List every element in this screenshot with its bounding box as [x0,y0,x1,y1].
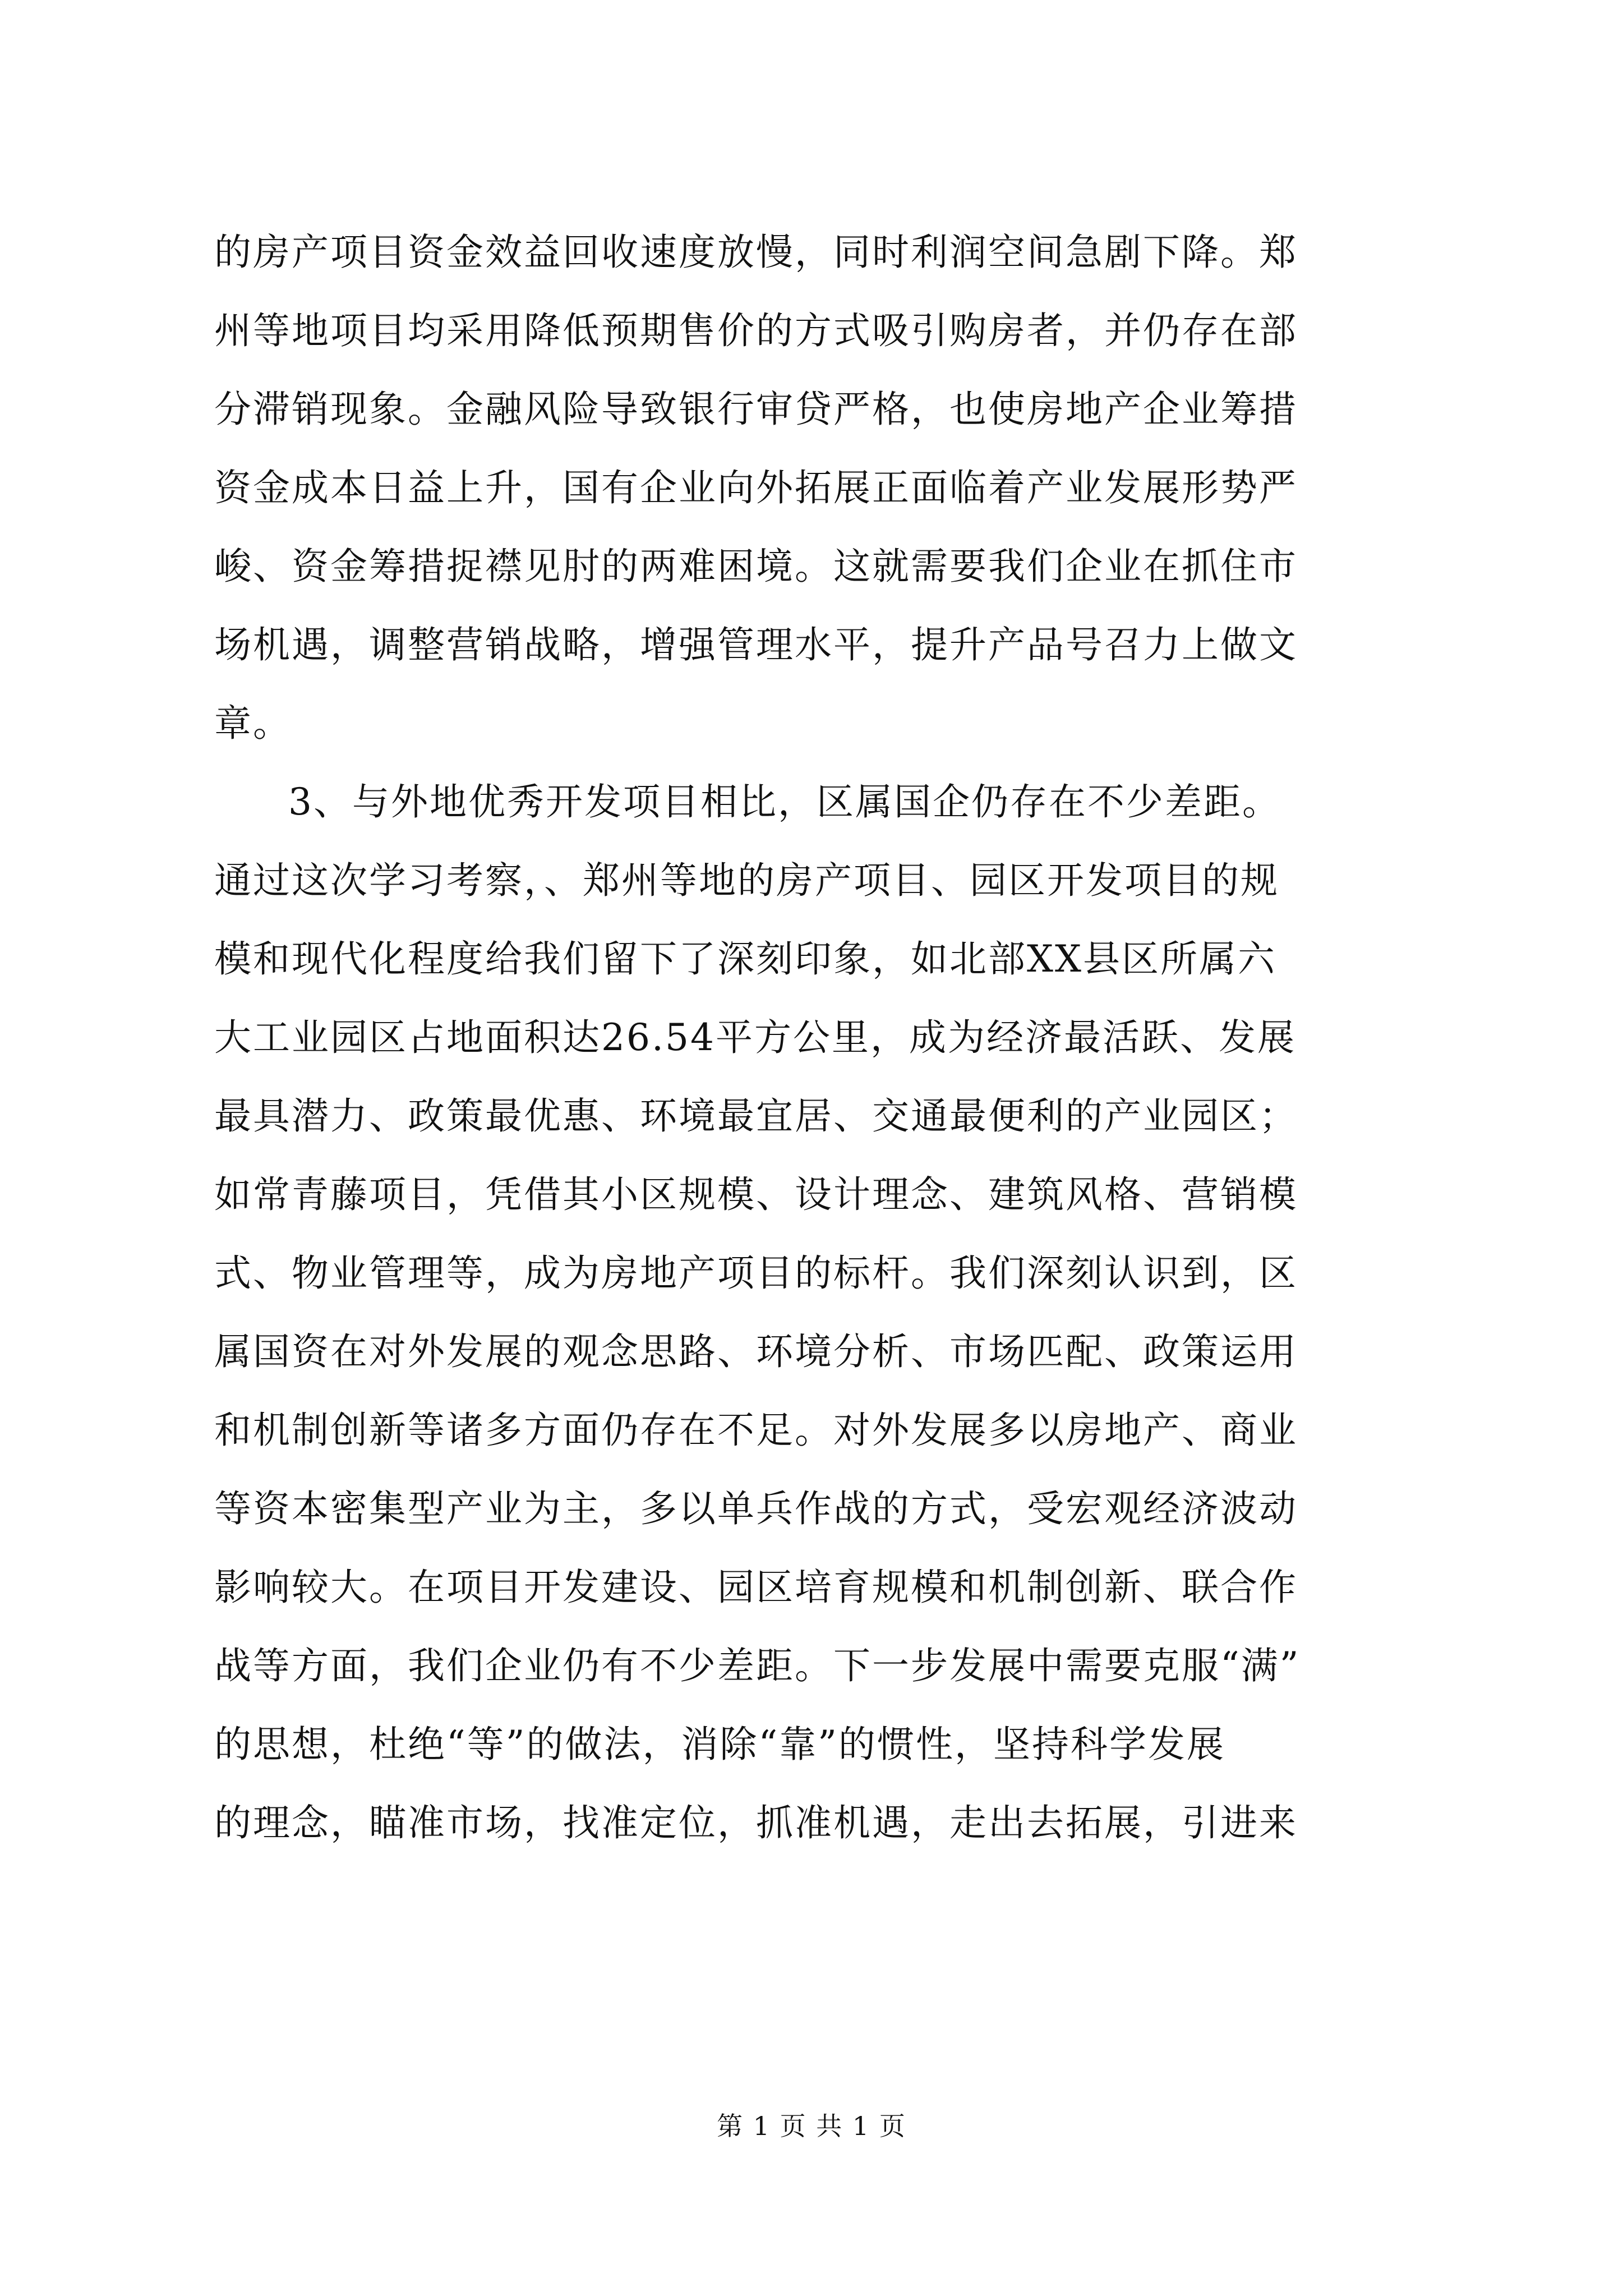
text-line: 等资本密集型产业为主，多以单兵作战的方式，受宏观经济波动 [214,1487,1298,1530]
text-line: 峻、资金筹措捉襟见肘的两难困境。这就需要我们企业在抓住市 [214,545,1298,588]
text-line: 模和现代化程度给我们留下了深刻印象，如北部XX县区所属六 [214,937,1276,981]
text-line: 州等地项目均采用降低预期售价的方式吸引购房者，并仍存在部 [214,309,1298,352]
text-line: 属国资在对外发展的观念思路、环境分析、市场匹配、政策运用 [214,1330,1298,1373]
text-line: 战等方面，我们企业仍有不少差距。下一步发展中需要克服“满” [214,1644,1301,1687]
paragraph-heading-line: 3、与外地优秀开发项目相比，区属国企仍存在不少差距。 [288,780,1281,823]
body-text [214,213,1420,1862]
text-line: 章。 [214,702,292,745]
text-line: 式、物业管理等，成为房地产项目的标杆。我们深刻认识到，区 [214,1251,1298,1295]
text-line: 和机制创新等诸多方面仍存在不足。对外发展多以房地产、商业 [214,1409,1298,1452]
text-line: 最具潜力、政策最优惠、环境最宜居、交通最便利的产业园区； [214,1094,1298,1138]
text-line: 场机遇，调整营销战略，增强管理水平，提升产品号召力上做文 [214,623,1298,666]
text-line: 影响较大。在项目开发建设、园区培育规模和机制创新、联合作 [214,1566,1298,1609]
page-number-footer: 第 1 页 共 1 页 [717,2111,906,2141]
text-line: 通过这次学习考察，、郑州等地的房产项目、园区开发项目的规 [214,859,1279,902]
text-line: 资金成本日益上升，国有企业向外拓展正面临着产业发展形势严 [214,466,1298,509]
text-line: 的思想，杜绝“等”的做法，消除“靠”的惯性，坚持科学发展 [214,1723,1225,1766]
text-line: 如常青藤项目，凭借其小区规模、设计理念、建筑风格、营销模 [214,1173,1298,1216]
text-line: 大工业园区占地面积达26.54平方公里，成为经济最活跃、发展 [214,1016,1296,1059]
text-line: 的理念，瞄准市场，找准定位，抓准机遇，走出去拓展，引进来 [214,1801,1298,1844]
text-line: 的房产项目资金效益回收速度放慢，同时利润空间急剧下降。郑 [214,231,1298,274]
text-line: 分滞销现象。金融风险导致银行审贷严格，也使房地产企业筹措 [214,388,1298,431]
